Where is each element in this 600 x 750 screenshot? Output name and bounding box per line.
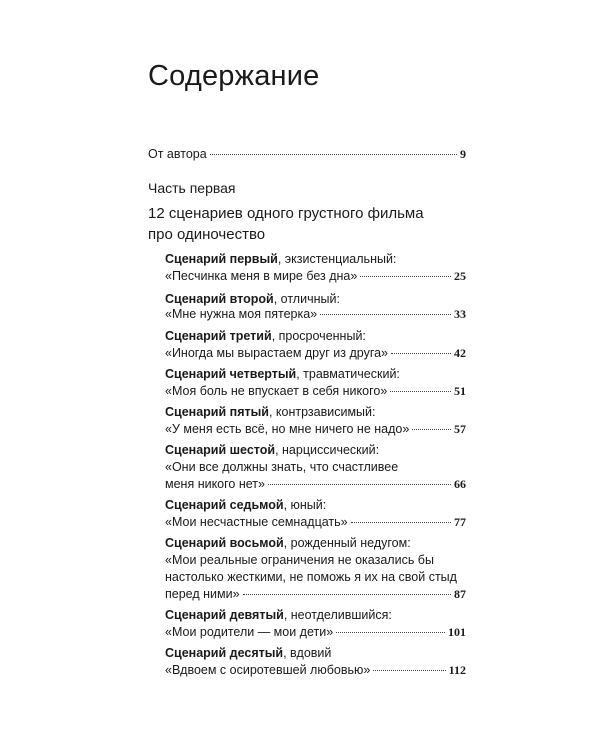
dot-leader xyxy=(391,353,451,354)
scenario-descriptor: , юный: xyxy=(283,498,327,512)
scenario-name: Сценарий десятый xyxy=(165,646,284,660)
scenario-quote: «Вдвоем с осиротевшей любовью» xyxy=(165,663,371,677)
dot-leader xyxy=(268,484,451,485)
scenario-heading xyxy=(165,404,376,420)
toc-entry-label: От автора xyxy=(148,147,207,161)
toc-entry-scenario-10[interactable] xyxy=(165,662,466,678)
dot-leader xyxy=(243,594,451,595)
scenario-descriptor: , рожденный недугом: xyxy=(283,536,411,550)
toc-page-number: 33 xyxy=(454,307,466,321)
toc-page-number: 77 xyxy=(454,515,466,529)
part-label: Часть первая xyxy=(148,180,236,196)
dot-leader xyxy=(390,391,451,392)
toc-entry-scenario-3[interactable] xyxy=(165,345,466,361)
toc-page-number: 51 xyxy=(454,384,466,398)
scenario-quote: «Моя боль не впускает в себя никого» xyxy=(165,384,388,398)
scenario-heading xyxy=(165,251,396,267)
toc-page-number: 9 xyxy=(460,147,466,161)
scenario-quote: «Песчинка меня в мире без дна» xyxy=(165,269,358,283)
scenario-descriptor: , неотделившийся: xyxy=(283,608,392,622)
dot-leader xyxy=(210,154,457,155)
scenario-heading xyxy=(165,366,400,382)
scenario-name: Сценарий второй xyxy=(165,292,274,306)
toc-page-number: 57 xyxy=(454,422,466,436)
scenario-name: Сценарий пятый xyxy=(165,405,269,419)
scenario-name: Сценарий шестой xyxy=(165,443,276,457)
dot-leader xyxy=(373,670,445,671)
scenario-name: Сценарий восьмой xyxy=(165,536,284,550)
scenario-name: Сценарий седьмой xyxy=(165,498,284,512)
toc-entry-scenario-1[interactable] xyxy=(165,268,466,284)
scenario-heading xyxy=(165,497,326,513)
toc-entry-scenario-9[interactable] xyxy=(165,624,466,640)
scenario-quote-line: «Они все должны знать, что счастливее xyxy=(165,460,399,474)
dot-leader xyxy=(351,522,451,523)
toc-entry-scenario-5[interactable] xyxy=(165,421,466,437)
toc-page-number: 42 xyxy=(454,346,466,360)
dot-leader xyxy=(336,632,445,633)
scenario-name: Сценарий первый xyxy=(165,252,278,266)
dot-leader xyxy=(412,429,451,430)
toc-page-number: 66 xyxy=(454,477,466,491)
page-title: Содержание xyxy=(148,60,320,92)
toc-entry-scenario-2[interactable] xyxy=(165,306,466,322)
toc-page-number: 87 xyxy=(454,587,466,601)
toc-page-number: 25 xyxy=(454,269,466,283)
part-title-line: про одиночество xyxy=(148,226,266,243)
scenario-heading xyxy=(165,645,331,661)
toc-entry-scenario-4[interactable] xyxy=(165,383,466,399)
scenario-quote: «Мои родители — мои дети» xyxy=(165,625,334,639)
scenario-heading xyxy=(165,291,340,307)
scenario-descriptor: , экзистенциальный: xyxy=(277,252,397,266)
dot-leader xyxy=(320,314,451,315)
toc-entry-scenario-8[interactable] xyxy=(165,586,466,602)
toc-entry-from-author[interactable] xyxy=(148,146,466,162)
scenario-quote: «Иногда мы вырастаем друг из друга» xyxy=(165,346,389,360)
scenario-quote-line: настолько жесткими, не поможь я их на свой стыд xyxy=(165,570,457,584)
scenario-heading xyxy=(165,442,379,458)
scenario-name: Сценарий четвертый xyxy=(165,367,297,381)
scenario-quote-line: «Мои реальные ограничения не оказались бы xyxy=(165,553,434,567)
scenario-descriptor: , просроченный: xyxy=(271,329,366,343)
scenario-quote: «У меня есть всё, но мне ничего не надо» xyxy=(165,422,410,436)
scenario-quote: «Мне нужна моя пятерка» xyxy=(165,307,318,321)
scenario-descriptor: , нарциссический: xyxy=(275,443,380,457)
scenario-quote: перед ними» xyxy=(165,587,240,601)
dot-leader xyxy=(360,276,451,277)
toc-page-number: 101 xyxy=(448,625,466,639)
scenario-heading xyxy=(165,607,392,623)
scenario-descriptor: , вдовий xyxy=(283,646,332,660)
toc-page-number: 112 xyxy=(448,663,466,677)
scenario-descriptor: , травматический: xyxy=(296,367,400,381)
part-title xyxy=(148,203,448,245)
scenario-heading xyxy=(165,535,411,551)
scenario-descriptor: , контрзависимый: xyxy=(268,405,376,419)
toc-entry-scenario-7[interactable] xyxy=(165,514,466,530)
scenario-quote: меня никого нет» xyxy=(165,477,265,491)
toc-entry-scenario-6[interactable] xyxy=(165,476,466,492)
part-title-line: 12 сценариев одного грустного фильма xyxy=(148,205,424,222)
scenario-name: Сценарий третий xyxy=(165,329,272,343)
scenario-name: Сценарий девятый xyxy=(165,608,284,622)
scenario-quote: «Мои несчастные семнадцать» xyxy=(165,515,348,529)
scenario-descriptor: , отличный: xyxy=(273,292,340,306)
scenario-heading xyxy=(165,328,366,344)
